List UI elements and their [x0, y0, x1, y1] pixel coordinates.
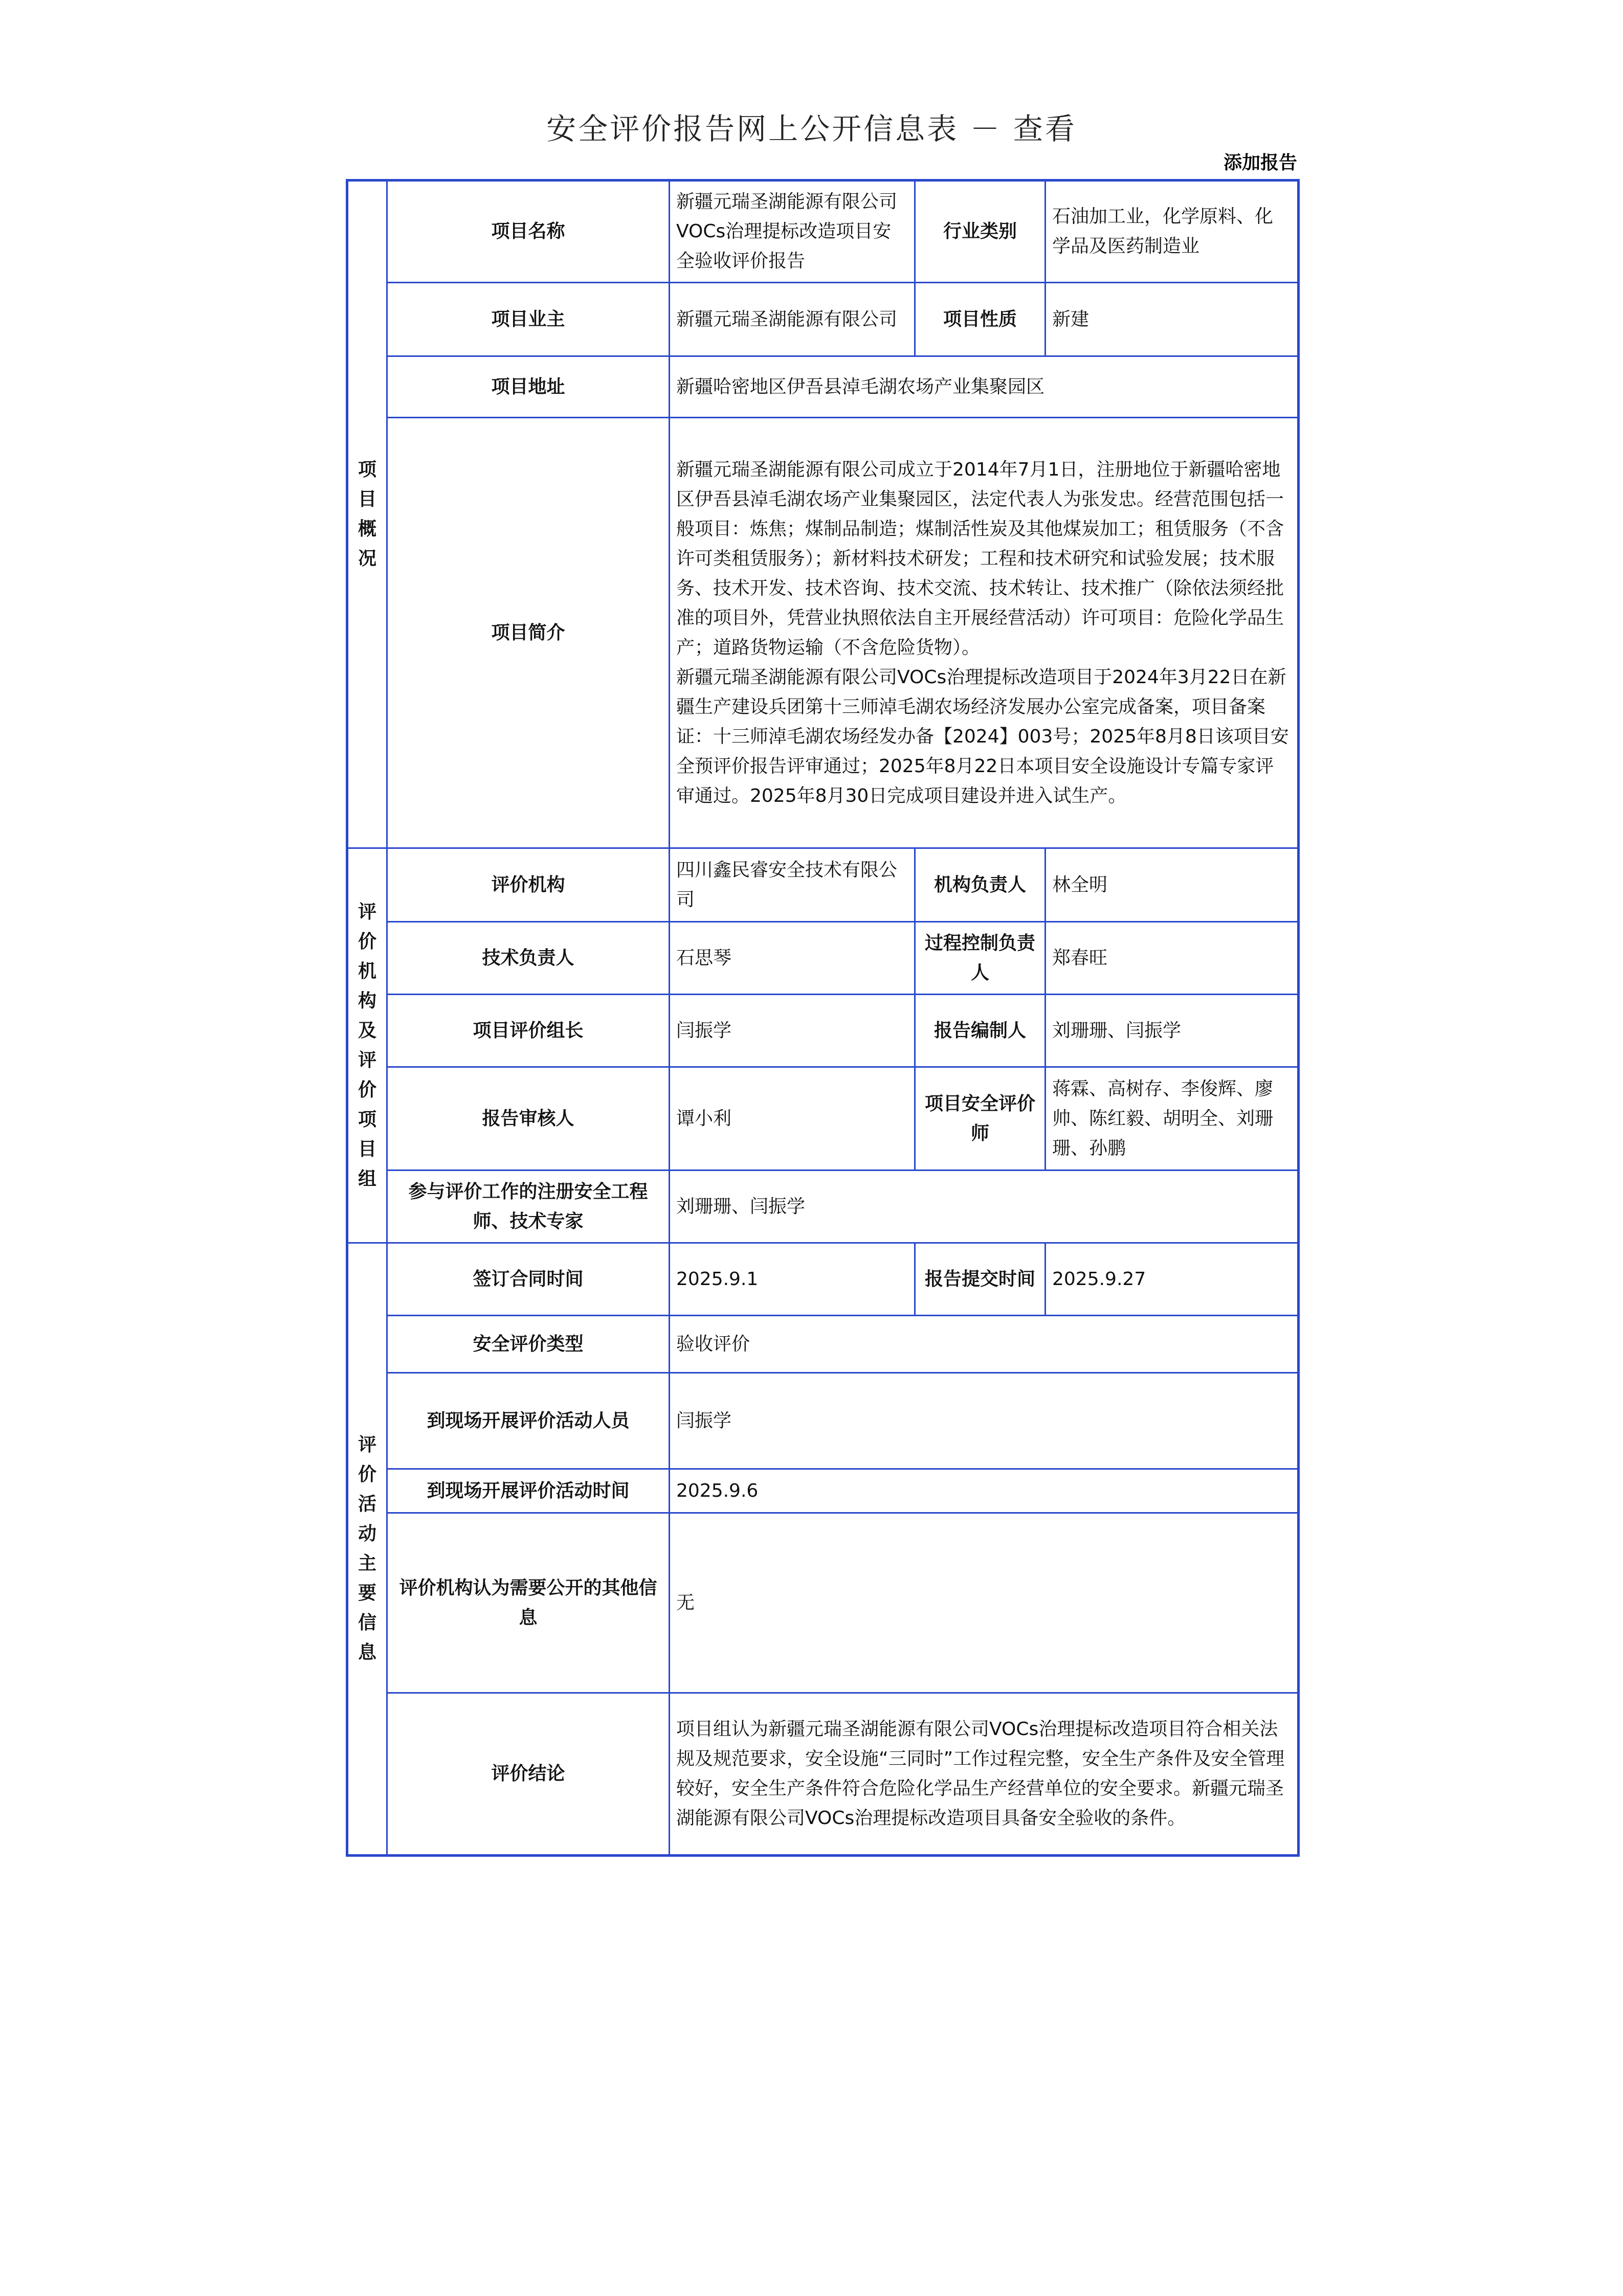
row-contract-time — [347, 1243, 1299, 1316]
compiler-label: 报告编制人 — [915, 995, 1046, 1067]
row-intro — [347, 418, 1299, 848]
intro-label: 项目简介 — [387, 418, 670, 848]
row-onsite-time — [347, 1469, 1299, 1513]
row-engineers — [347, 1170, 1299, 1243]
section-overview: 项目概况 — [347, 181, 387, 848]
compiler-value: 刘珊珊、闫振学 — [1046, 995, 1299, 1067]
tech-lead-value: 石思琴 — [670, 922, 915, 995]
industry-label: 行业类别 — [915, 181, 1046, 283]
address-label: 项目地址 — [387, 356, 670, 418]
onsite-staff-value: 闫振学 — [670, 1373, 1299, 1469]
address-value: 新疆哈密地区伊吾县淖毛湖农场产业集聚园区 — [670, 356, 1299, 418]
intro-paragraph-2: 新疆元瑞圣湖能源有限公司VOCs治理提标改造项目于2024年3月22日在新疆生产建设兵团第十三师淖毛湖农场经济发展办公室完成备案，项目备案证：十三师淖毛湖农场经发办备【2024】003号；2025年8月8日该项目安全预评价报告评审通过；2025年8月22日本项目安全设施设计专篇专家评审通过。2025年8月30日完成项目建设并进入试生产。 — [676, 666, 1289, 806]
page-title: 安全评价报告网上公开信息表 － 查看 — [546, 111, 1077, 146]
other-info-label: 评价机构认为需要公开的其他信息 — [387, 1513, 670, 1693]
reviewer-value: 谭小利 — [670, 1067, 915, 1170]
evaluators-value: 蒋霖、高树存、李俊辉、廖帅、陈红毅、胡明全、刘珊珊、孙鹏 — [1046, 1067, 1299, 1170]
row-reviewer — [347, 1067, 1299, 1170]
section-activity: 评价活动主要信息 — [347, 1243, 387, 1856]
row-tech-lead — [347, 922, 1299, 995]
section-org: 评价机构及评价项目组 — [347, 848, 387, 1243]
engineers-value: 刘珊珊、闫振学 — [670, 1170, 1299, 1243]
onsite-time-label: 到现场开展评价活动时间 — [387, 1469, 670, 1513]
agency-label: 评价机构 — [387, 848, 670, 922]
submit-time-label: 报告提交时间 — [915, 1243, 1046, 1316]
add-report-link[interactable]: 添加报告 — [1223, 152, 1297, 173]
row-conclusion — [347, 1693, 1299, 1856]
row-other-info — [347, 1513, 1299, 1693]
row-group-lead — [347, 995, 1299, 1067]
onsite-staff-label: 到现场开展评价活动人员 — [387, 1373, 670, 1469]
agency-head-label: 机构负责人 — [915, 848, 1046, 922]
owner-label: 项目业主 — [387, 283, 670, 356]
contract-time-value: 2025.9.1 — [670, 1243, 915, 1316]
contract-time-label: 签订合同时间 — [387, 1243, 670, 1316]
agency-head-value: 林全明 — [1046, 848, 1299, 922]
project-name-value: 新疆元瑞圣湖能源有限公司VOCs治理提标改造项目安全验收评价报告 — [670, 181, 915, 283]
industry-value: 石油加工业，化学原料、化学品及医药制造业 — [1046, 181, 1299, 283]
tech-lead-label: 技术负责人 — [387, 922, 670, 995]
nature-value: 新建 — [1046, 283, 1299, 356]
conclusion-label: 评价结论 — [387, 1693, 670, 1856]
intro-value — [670, 418, 1299, 848]
conclusion-value: 项目组认为新疆元瑞圣湖能源有限公司VOCs治理提标改造项目符合相关法规及规范要求，安全设施“三同时”工作过程完整，安全生产条件及安全管理较好，安全生产条件符合危险化学品生产经营单位的安全要求。新疆元瑞圣湖能源有限公司VOCs治理提标改造项目具备安全验收的条件。 — [670, 1693, 1299, 1856]
row-agency — [347, 848, 1299, 922]
group-lead-value: 闫振学 — [670, 995, 915, 1067]
process-lead-label: 过程控制负责人 — [915, 922, 1046, 995]
row-eval-type — [347, 1316, 1299, 1373]
engineers-label: 参与评价工作的注册安全工程师、技术专家 — [387, 1170, 670, 1243]
intro-paragraph-1: 新疆元瑞圣湖能源有限公司成立于2014年7月1日，注册地位于新疆哈密地区伊吾县淖毛湖农场产业集聚园区，法定代表人为张发忠。经营范围包括一般项目：炼焦；煤制品制造；煤制活性炭及其他煤炭加工；租赁服务（不含许可类租赁服务）；新材料技术研发；工程和技术研究和试验发展；技术服务、技术开发、技术咨询、技术交流、技术转让、技术推广（除依法须经批准的项目外，凭营业执照依法自主开展经营活动）许可项目：危险化学品生产；道路货物运输（不含危险货物）。 — [676, 459, 1284, 658]
report-info-table — [346, 179, 1300, 1857]
reviewer-label: 报告审核人 — [387, 1067, 670, 1170]
project-name-label: 项目名称 — [387, 181, 670, 283]
evaluators-label: 项目安全评价师 — [915, 1067, 1046, 1170]
submit-time-value: 2025.9.27 — [1046, 1243, 1299, 1316]
row-address — [347, 356, 1299, 418]
other-info-value: 无 — [670, 1513, 1299, 1693]
row-project-name — [347, 181, 1299, 283]
row-onsite-staff — [347, 1373, 1299, 1469]
eval-type-label: 安全评价类型 — [387, 1316, 670, 1373]
onsite-time-value: 2025.9.6 — [670, 1469, 1299, 1513]
eval-type-value: 验收评价 — [670, 1316, 1299, 1373]
nature-label: 项目性质 — [915, 283, 1046, 356]
row-owner — [347, 283, 1299, 356]
owner-value: 新疆元瑞圣湖能源有限公司 — [670, 283, 915, 356]
agency-value: 四川鑫民睿安全技术有限公司 — [670, 848, 915, 922]
group-lead-label: 项目评价组长 — [387, 995, 670, 1067]
process-lead-value: 郑春旺 — [1046, 922, 1299, 995]
